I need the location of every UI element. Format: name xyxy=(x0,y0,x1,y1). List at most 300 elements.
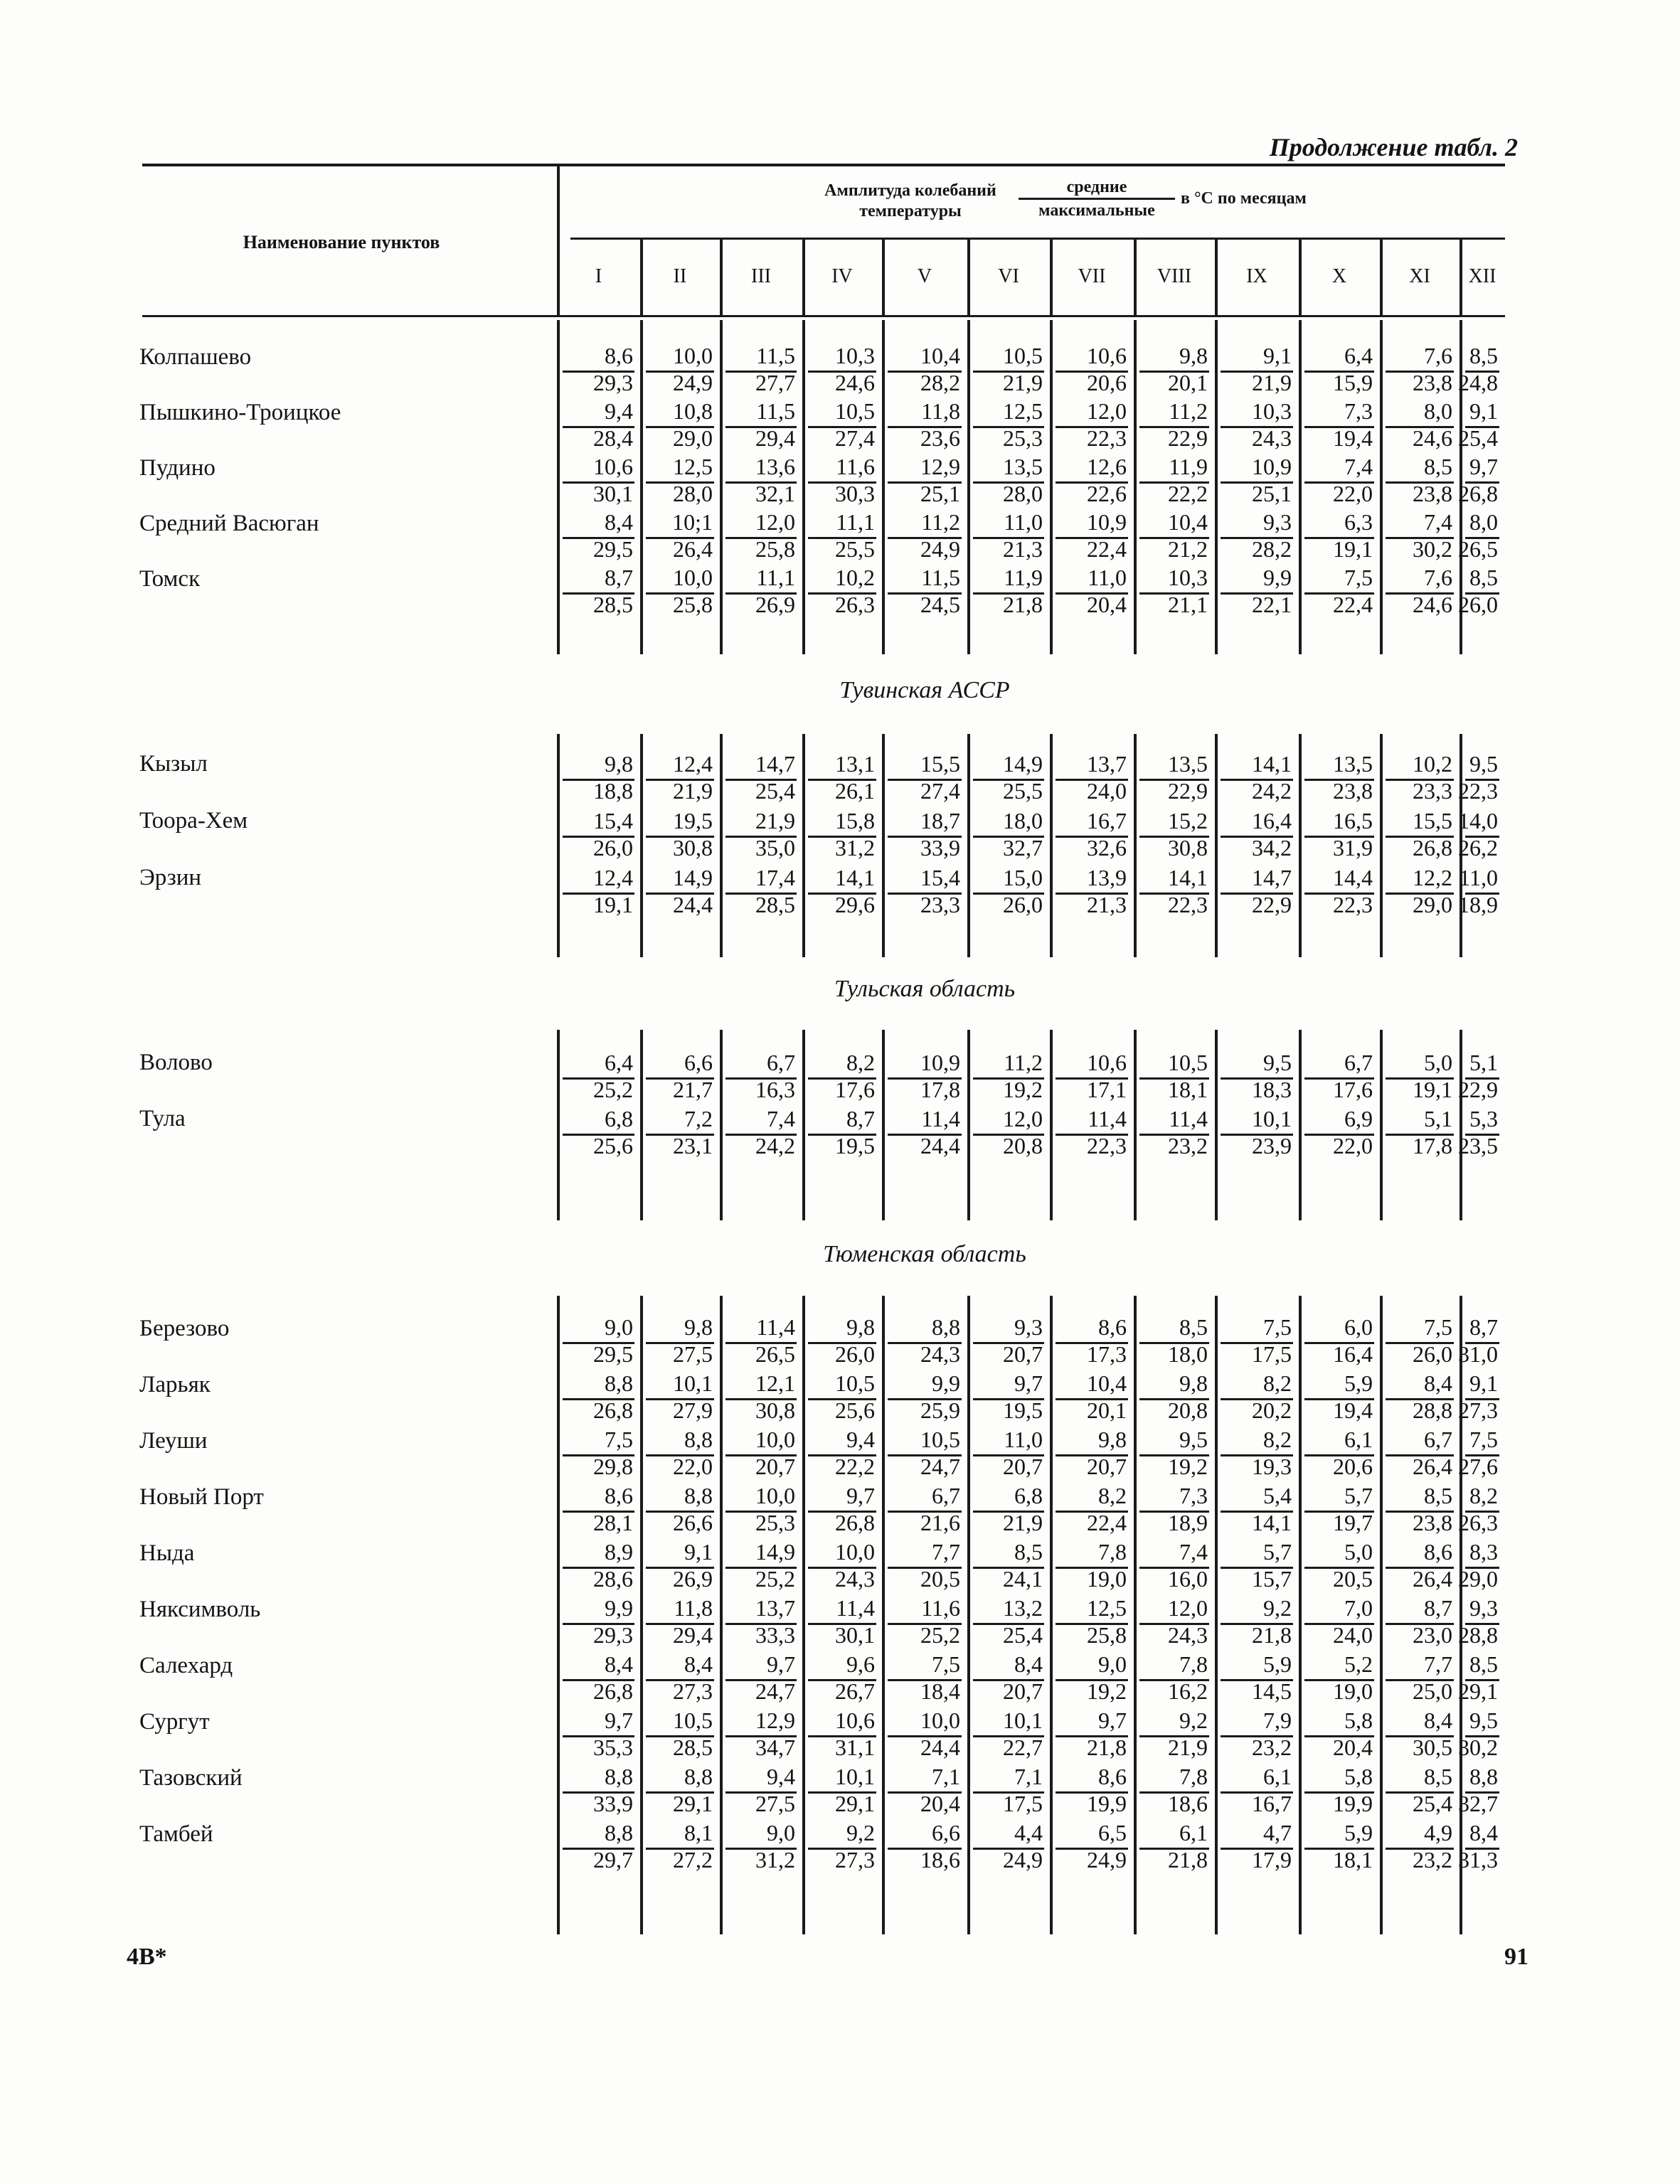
avg-value: 6,1 xyxy=(1179,1820,1208,1845)
max-value: 26,3 xyxy=(835,592,875,617)
max-value: 27,2 xyxy=(673,1847,713,1873)
station-name: Колпашево xyxy=(139,344,252,370)
avg-value: 7,8 xyxy=(1098,1539,1127,1565)
max-value: 22,4 xyxy=(1333,592,1373,617)
max-value: 26,7 xyxy=(835,1678,875,1704)
avg-value: 11,8 xyxy=(921,398,960,424)
max-value: 19,2 xyxy=(1003,1077,1043,1102)
avg-value: 8,4 xyxy=(605,1651,633,1677)
avg-value: 10,2 xyxy=(1413,751,1452,777)
month-label: XII xyxy=(1468,265,1496,287)
max-value: 30,8 xyxy=(755,1397,795,1423)
avg-value: 6,6 xyxy=(684,1050,713,1075)
max-value: 20,5 xyxy=(920,1566,960,1592)
max-value: 20,6 xyxy=(1333,1454,1373,1479)
max-value: 22,2 xyxy=(1168,481,1208,506)
avg-value: 6,4 xyxy=(605,1050,633,1075)
max-value: 27,6 xyxy=(1458,1454,1498,1479)
month-divider xyxy=(1134,238,1137,316)
avg-value: 11,8 xyxy=(674,1595,713,1621)
max-value: 29,4 xyxy=(755,425,795,451)
avg-value: 11,4 xyxy=(1088,1106,1127,1131)
max-value: 25,1 xyxy=(920,481,960,506)
avg-value: 7,4 xyxy=(767,1106,795,1131)
avg-value: 12,0 xyxy=(1003,1106,1043,1131)
avg-value: 8,4 xyxy=(1469,1820,1498,1845)
avg-value: 15,5 xyxy=(920,751,960,777)
max-value: 31,1 xyxy=(835,1735,875,1760)
max-value: 32,7 xyxy=(1003,835,1043,861)
max-value: 23,2 xyxy=(1168,1133,1208,1158)
avg-value: 8,8 xyxy=(684,1483,713,1508)
max-value: 23,9 xyxy=(1252,1133,1292,1158)
avg-value: 7,5 xyxy=(932,1651,960,1677)
max-value: 15,9 xyxy=(1333,370,1373,395)
max-value: 24,9 xyxy=(1003,1847,1043,1873)
max-value: 18,8 xyxy=(593,778,633,804)
max-value: 22,1 xyxy=(1252,592,1292,617)
max-value: 20,7 xyxy=(1003,1678,1043,1704)
avg-value: 9,4 xyxy=(605,398,633,424)
avg-value: 7,9 xyxy=(1263,1708,1292,1733)
max-value: 24,6 xyxy=(835,370,875,395)
avg-value: 6,7 xyxy=(767,1050,795,1075)
header-top-rule xyxy=(142,164,1505,166)
column-header-fraction xyxy=(1019,176,1175,221)
max-value: 19,1 xyxy=(1413,1077,1452,1102)
station-name: Пышкино-Троицкое xyxy=(139,400,341,425)
max-value: 22,9 xyxy=(1168,778,1208,804)
avg-value: 11,6 xyxy=(836,454,875,479)
max-value: 28,2 xyxy=(1252,536,1292,562)
max-value: 24,2 xyxy=(1252,778,1292,804)
max-value: 20,7 xyxy=(1003,1341,1043,1367)
max-value: 25,3 xyxy=(755,1510,795,1535)
avg-value: 8,5 xyxy=(1469,343,1498,368)
max-value: 16,4 xyxy=(1333,1341,1373,1367)
max-value: 28,0 xyxy=(673,481,713,506)
avg-value: 10,5 xyxy=(1003,343,1043,368)
max-value: 20,7 xyxy=(1087,1454,1127,1479)
max-value: 25,0 xyxy=(1413,1678,1452,1704)
avg-value: 10,9 xyxy=(1087,509,1127,535)
avg-value: 8,5 xyxy=(1424,1483,1452,1508)
avg-value: 8,7 xyxy=(1469,1314,1498,1340)
avg-value: 8,5 xyxy=(1424,454,1452,479)
avg-value: 10,6 xyxy=(835,1708,875,1733)
max-value: 23,8 xyxy=(1413,481,1452,506)
page-number: 91 xyxy=(1504,1944,1529,1970)
avg-value: 11,9 xyxy=(1169,454,1208,479)
avg-value: 10,0 xyxy=(835,1539,875,1565)
max-value: 25,2 xyxy=(593,1077,633,1102)
max-value: 16,7 xyxy=(1252,1791,1292,1816)
avg-value: 15,4 xyxy=(593,808,633,833)
max-value: 27,3 xyxy=(1458,1397,1498,1423)
avg-value: 4,4 xyxy=(1014,1820,1043,1845)
max-value: 24,0 xyxy=(1333,1622,1373,1648)
column-header-unit: в °С по месяцам xyxy=(1181,189,1307,208)
avg-value: 5,8 xyxy=(1344,1764,1373,1789)
station-name: Тоора-Хем xyxy=(139,808,248,833)
avg-value: 14,7 xyxy=(755,751,795,777)
max-value: 22,4 xyxy=(1087,536,1127,562)
max-value: 18,9 xyxy=(1458,892,1498,917)
max-value: 24,2 xyxy=(755,1133,795,1158)
max-value: 21,6 xyxy=(920,1510,960,1535)
max-value: 21,8 xyxy=(1003,592,1043,617)
avg-value: 8,8 xyxy=(932,1314,960,1340)
max-value: 25,9 xyxy=(920,1397,960,1423)
max-value: 22,9 xyxy=(1168,425,1208,451)
avg-value: 12,5 xyxy=(1087,1595,1127,1621)
max-value: 19,7 xyxy=(1333,1510,1373,1535)
avg-value: 7,8 xyxy=(1179,1651,1208,1677)
avg-value: 11,6 xyxy=(921,1595,960,1621)
avg-value: 7,3 xyxy=(1344,398,1373,424)
max-value: 24,3 xyxy=(920,1341,960,1367)
max-value: 21,1 xyxy=(1168,592,1208,617)
avg-value: 8,7 xyxy=(1424,1595,1452,1621)
max-value: 23,3 xyxy=(1413,778,1452,804)
avg-value: 10,9 xyxy=(1252,454,1292,479)
max-value: 20,6 xyxy=(1087,370,1127,395)
max-value: 29,7 xyxy=(593,1847,633,1873)
max-value: 23,1 xyxy=(673,1133,713,1158)
avg-value: 9,5 xyxy=(1263,1050,1292,1075)
max-value: 18,0 xyxy=(1168,1341,1208,1367)
avg-value: 13,7 xyxy=(755,1595,795,1621)
avg-value: 16,7 xyxy=(1087,808,1127,833)
max-value: 26,0 xyxy=(1003,892,1043,917)
avg-value: 7,5 xyxy=(1424,1314,1452,1340)
max-value: 30,8 xyxy=(673,835,713,861)
avg-value: 14,4 xyxy=(1333,865,1373,890)
avg-value: 12,4 xyxy=(593,865,633,890)
max-value: 26,0 xyxy=(1413,1341,1452,1367)
avg-value: 8,7 xyxy=(846,1106,875,1131)
avg-value: 10,0 xyxy=(755,1427,795,1452)
max-value: 21,9 xyxy=(1252,370,1292,395)
max-value: 20,7 xyxy=(755,1454,795,1479)
avg-value: 10,6 xyxy=(1087,343,1127,368)
max-value: 31,2 xyxy=(835,835,875,861)
avg-value: 9,5 xyxy=(1469,1708,1498,1733)
avg-value: 8,3 xyxy=(1469,1539,1498,1565)
max-value: 21,3 xyxy=(1087,892,1127,917)
max-value: 21,2 xyxy=(1168,536,1208,562)
table-continuation-label: Продолжение табл. 2 xyxy=(1269,133,1518,161)
month-label: I xyxy=(595,265,602,287)
max-value: 23,0 xyxy=(1413,1622,1452,1648)
avg-value: 9,0 xyxy=(767,1820,795,1845)
avg-value: 10,6 xyxy=(1087,1050,1127,1075)
month-divider xyxy=(1215,238,1218,316)
month-label: IX xyxy=(1246,265,1267,287)
month-divider xyxy=(720,238,723,316)
max-value: 22,3 xyxy=(1087,425,1127,451)
column-header-amplitude: Амплитуда колебаний температуры xyxy=(824,181,996,220)
avg-value: 8,2 xyxy=(1469,1483,1498,1508)
avg-value: 6,1 xyxy=(1344,1427,1373,1452)
month-label: III xyxy=(751,265,771,287)
avg-value: 7,3 xyxy=(1179,1483,1208,1508)
max-value: 24,4 xyxy=(920,1735,960,1760)
avg-value: 9,1 xyxy=(1469,1370,1498,1396)
page-signature: 4В* xyxy=(127,1944,167,1970)
avg-value: 11,4 xyxy=(921,1106,960,1131)
month-label: VIII xyxy=(1157,265,1192,287)
station-name: Томск xyxy=(139,566,201,592)
avg-value: 8,7 xyxy=(605,565,633,590)
max-value: 29,0 xyxy=(673,425,713,451)
max-value: 26,3 xyxy=(1458,1510,1498,1535)
max-value: 27,5 xyxy=(755,1791,795,1816)
avg-value: 4,7 xyxy=(1263,1820,1292,1845)
avg-value: 9,7 xyxy=(605,1708,633,1733)
avg-value: 8,0 xyxy=(1424,398,1452,424)
max-value: 26,9 xyxy=(673,1566,713,1592)
avg-value: 11,0 xyxy=(1004,1427,1043,1452)
max-value: 25,5 xyxy=(1003,778,1043,804)
month-label: VII xyxy=(1078,265,1106,287)
month-label: XI xyxy=(1409,265,1430,287)
avg-value: 9,2 xyxy=(1179,1708,1208,1733)
avg-value: 6,6 xyxy=(932,1820,960,1845)
avg-value: 8,2 xyxy=(846,1050,875,1075)
avg-value: 5,1 xyxy=(1424,1106,1452,1131)
avg-value: 11,4 xyxy=(756,1314,795,1340)
avg-value: 12,0 xyxy=(1168,1595,1208,1621)
avg-value: 8,4 xyxy=(684,1651,713,1677)
station-name: Леуши xyxy=(139,1428,208,1454)
max-value: 26,6 xyxy=(673,1510,713,1535)
max-value: 34,7 xyxy=(755,1735,795,1760)
avg-value: 15,8 xyxy=(835,808,875,833)
avg-value: 8,6 xyxy=(1424,1539,1452,1565)
month-label: VI xyxy=(998,265,1019,287)
max-value: 19,0 xyxy=(1333,1678,1373,1704)
avg-value: 9,2 xyxy=(846,1820,875,1845)
avg-value: 9,5 xyxy=(1179,1427,1208,1452)
avg-value: 9,8 xyxy=(1098,1427,1127,1452)
max-value: 17,8 xyxy=(1413,1133,1452,1158)
avg-value: 7,4 xyxy=(1424,509,1452,535)
max-value: 24,9 xyxy=(920,536,960,562)
max-value: 19,4 xyxy=(1333,1397,1373,1423)
max-value: 27,4 xyxy=(835,425,875,451)
avg-value: 8,8 xyxy=(605,1370,633,1396)
max-value: 24,7 xyxy=(920,1454,960,1479)
avg-value: 12,9 xyxy=(920,454,960,479)
max-value: 25,8 xyxy=(755,536,795,562)
max-value: 31,9 xyxy=(1333,835,1373,861)
avg-value: 4,9 xyxy=(1424,1820,1452,1845)
max-value: 30,1 xyxy=(593,481,633,506)
max-value: 21,8 xyxy=(1168,1847,1208,1873)
max-value: 25,5 xyxy=(835,536,875,562)
max-value: 29,3 xyxy=(593,370,633,395)
max-value: 28,2 xyxy=(920,370,960,395)
max-value: 23,8 xyxy=(1333,778,1373,804)
station-name: Кызыл xyxy=(139,751,208,777)
header-month-rule xyxy=(570,238,1505,240)
section-title: Тульская область xyxy=(834,976,1016,1002)
max-value: 17,3 xyxy=(1087,1341,1127,1367)
max-value: 19,3 xyxy=(1252,1454,1292,1479)
max-value: 18,4 xyxy=(920,1678,960,1704)
month-divider xyxy=(1299,238,1302,316)
max-value: 24,3 xyxy=(1252,425,1292,451)
max-value: 25,8 xyxy=(673,592,713,617)
avg-value: 8,4 xyxy=(1424,1708,1452,1733)
max-value: 22,6 xyxy=(1087,481,1127,506)
max-value: 32,6 xyxy=(1087,835,1127,861)
max-value: 21,8 xyxy=(1252,1622,1292,1648)
avg-value: 10,1 xyxy=(673,1370,713,1396)
avg-value: 8,0 xyxy=(1469,509,1498,535)
max-value: 34,2 xyxy=(1252,835,1292,861)
avg-value: 8,5 xyxy=(1469,1651,1498,1677)
max-value: 22,3 xyxy=(1458,778,1498,804)
station-name: Сургут xyxy=(139,1709,210,1735)
max-value: 30,3 xyxy=(835,481,875,506)
avg-value: 5,0 xyxy=(1344,1539,1373,1565)
max-value: 20,4 xyxy=(920,1791,960,1816)
max-value: 31,3 xyxy=(1458,1847,1498,1873)
avg-value: 12,6 xyxy=(1087,454,1127,479)
station-name: Тамбей xyxy=(139,1821,213,1847)
month-label: V xyxy=(917,265,932,287)
max-value: 23,2 xyxy=(1413,1847,1452,1873)
max-value: 30,8 xyxy=(1168,835,1208,861)
max-value: 26,1 xyxy=(835,778,875,804)
max-value: 32,1 xyxy=(755,481,795,506)
avg-value: 13,6 xyxy=(755,454,795,479)
max-value: 29,5 xyxy=(593,1341,633,1367)
max-value: 24,6 xyxy=(1413,425,1452,451)
max-value: 35,3 xyxy=(593,1735,633,1760)
avg-value: 7,5 xyxy=(1469,1427,1498,1452)
max-value: 18,6 xyxy=(1168,1791,1208,1816)
avg-value: 9,8 xyxy=(1179,343,1208,368)
max-value: 32,7 xyxy=(1458,1791,1498,1816)
max-value: 30,5 xyxy=(1413,1735,1452,1760)
avg-value: 14,9 xyxy=(755,1539,795,1565)
max-value: 24,5 xyxy=(920,592,960,617)
month-label: IV xyxy=(831,265,853,287)
max-value: 27,3 xyxy=(673,1678,713,1704)
max-value: 20,4 xyxy=(1333,1735,1373,1760)
max-value: 17,5 xyxy=(1252,1341,1292,1367)
max-value: 18,1 xyxy=(1333,1847,1373,1873)
avg-value: 8,8 xyxy=(1469,1764,1498,1789)
max-value: 26,0 xyxy=(593,835,633,861)
max-value: 33,9 xyxy=(593,1791,633,1816)
max-value: 20,5 xyxy=(1333,1566,1373,1592)
max-value: 19,5 xyxy=(1003,1397,1043,1423)
section-title: Тюменская область xyxy=(823,1241,1026,1267)
max-value: 28,4 xyxy=(593,425,633,451)
max-value: 26,4 xyxy=(1413,1566,1452,1592)
max-value: 24,4 xyxy=(920,1133,960,1158)
max-value: 24,3 xyxy=(835,1566,875,1592)
avg-value: 7,4 xyxy=(1179,1539,1208,1565)
avg-value: 8,5 xyxy=(1179,1314,1208,1340)
avg-value: 8,4 xyxy=(1424,1370,1452,1396)
max-value: 18,3 xyxy=(1252,1077,1292,1102)
max-value: 24,1 xyxy=(1003,1566,1043,1592)
avg-value: 10,1 xyxy=(1252,1106,1292,1131)
avg-value: 8,4 xyxy=(1014,1651,1043,1677)
max-value: 22,4 xyxy=(1087,1510,1127,1535)
max-value: 20,8 xyxy=(1003,1133,1043,1158)
avg-value: 13,5 xyxy=(1333,751,1373,777)
avg-value: 10,4 xyxy=(920,343,960,368)
avg-value: 8,6 xyxy=(1098,1764,1127,1789)
avg-value: 5,2 xyxy=(1344,1651,1373,1677)
max-value: 23,8 xyxy=(1413,370,1452,395)
station-name: Березово xyxy=(139,1316,230,1341)
avg-value: 9,8 xyxy=(605,751,633,777)
avg-value: 7,5 xyxy=(1344,565,1373,590)
max-value: 26,8 xyxy=(835,1510,875,1535)
avg-value: 7,0 xyxy=(1344,1595,1373,1621)
month-label: X xyxy=(1331,265,1347,287)
avg-value: 13,9 xyxy=(1087,865,1127,890)
avg-value: 6,8 xyxy=(1014,1483,1043,1508)
avg-value: 9,4 xyxy=(767,1764,795,1789)
avg-value: 9,9 xyxy=(605,1595,633,1621)
station-name: Эрзин xyxy=(139,865,202,890)
section-title: Тувинская АССР xyxy=(839,677,1010,703)
avg-value: 5,7 xyxy=(1344,1483,1373,1508)
avg-value: 21,9 xyxy=(755,808,795,833)
max-value: 16,2 xyxy=(1168,1678,1208,1704)
avg-value: 11,1 xyxy=(756,565,795,590)
max-value: 17,9 xyxy=(1252,1847,1292,1873)
station-name: Няксимволь xyxy=(139,1597,261,1622)
avg-value: 13,1 xyxy=(835,751,875,777)
avg-value: 7,6 xyxy=(1424,343,1452,368)
max-value: 25,6 xyxy=(593,1133,633,1158)
max-value: 20,7 xyxy=(1003,1454,1043,1479)
max-value: 33,3 xyxy=(755,1622,795,1648)
avg-value: 9,5 xyxy=(1469,751,1498,777)
max-value: 22,0 xyxy=(673,1454,713,1479)
avg-value: 9,8 xyxy=(1179,1370,1208,1396)
avg-value: 7,5 xyxy=(605,1427,633,1452)
max-value: 21,7 xyxy=(673,1077,713,1102)
station-name: Ныда xyxy=(139,1540,195,1566)
max-value: 29,3 xyxy=(593,1622,633,1648)
max-value: 21,9 xyxy=(1003,1510,1043,1535)
max-value: 25,2 xyxy=(755,1566,795,1592)
max-value: 31,0 xyxy=(1458,1341,1498,1367)
avg-value: 8,8 xyxy=(605,1820,633,1845)
avg-value: 7,6 xyxy=(1424,565,1452,590)
header-divider xyxy=(557,164,560,316)
max-value: 26,4 xyxy=(1413,1454,1452,1479)
avg-value: 6,0 xyxy=(1344,1314,1373,1340)
avg-value: 18,0 xyxy=(1003,808,1043,833)
fraction-denominator: максимальные xyxy=(1038,201,1155,220)
station-name: Тула xyxy=(139,1106,186,1131)
avg-value: 11,4 xyxy=(1169,1106,1208,1131)
avg-value: 9,9 xyxy=(932,1370,960,1396)
avg-value: 10,0 xyxy=(673,565,713,590)
max-value: 25,3 xyxy=(1003,425,1043,451)
